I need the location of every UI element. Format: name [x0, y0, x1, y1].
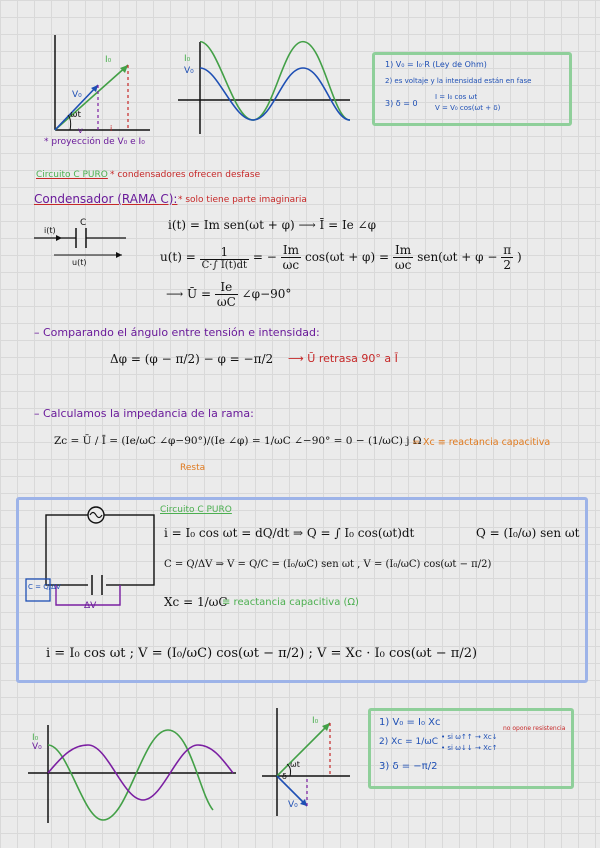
impedancia-resta: Resta: [180, 463, 206, 473]
blue-box-eq1b: Q = (I₀/ω) sen ωt: [476, 526, 580, 540]
phasor-bottom-wt-label: ωt: [290, 760, 300, 769]
box-bottom-note: no opone resistencia: [503, 725, 566, 732]
phasor-top-i-label: i: [110, 124, 113, 133]
box-top-line3-a: I = I₀ cos ωt: [435, 93, 478, 101]
wave-diagram-bottom: [28, 725, 238, 825]
circuit-u-label: u(t): [72, 258, 87, 267]
summary-box-bottom: [368, 708, 574, 789]
box-bottom-line2-b: • si ω↓↓ → Xc↑: [441, 744, 498, 752]
eq2-frac2-num: Im: [281, 243, 302, 258]
eq2-frac1-den: C·∫ I(t)dt: [201, 259, 248, 271]
phasor-diagram-top: [40, 35, 150, 150]
phasor-top-v-label: v: [78, 126, 83, 135]
blue-box-eq1: i = I₀ cos ωt = dQ/dt ⇒ Q = ∫ I₀ cos(ωt)dt: [164, 526, 415, 540]
eq2-sen: sen(ωt + φ −: [417, 250, 498, 264]
condensador-eq1: i(t) = Im sen(ωt + φ) ⟶ Ī = Ie ∠φ: [168, 218, 377, 232]
eq2-frac3-num: Im: [393, 243, 414, 258]
circuito-note: * condensadores ofrecen desfase: [110, 170, 261, 180]
circuit-i-label: i(t): [44, 226, 56, 235]
box-top-line3: 3) δ = 0: [385, 99, 418, 108]
box-bottom-line2-a: • si ω↑↑ → Xc↓: [441, 733, 498, 741]
box-top-line1: 1) V₀ = I₀·R (Ley de Ohm): [385, 60, 487, 69]
eq3-frac-den: ωC: [216, 295, 236, 309]
phasor-top-wt-label: ωt: [70, 110, 82, 120]
dv-label: ΔV: [84, 601, 97, 611]
eq3-end: ∠φ−90°: [241, 287, 292, 301]
blue-box-eq2: C = Q/ΔV ⇒ V = Q/C = (I₀/ωC) sen ωt , V = (I₀/ωC) cos(ωt − π/2): [164, 559, 492, 570]
eq2-frac2: [281, 243, 302, 272]
eq3-arrow: ⟶ Ū =: [166, 287, 211, 301]
impedancia-eq: Zc = Ū / Ī = (Ie/ωC ∠φ−90°)/(Ie ∠φ) = 1/ωC ∠−90° = 0 − (1/ωC) j Ω: [54, 435, 422, 447]
wave-top-vo-label: V₀: [184, 66, 194, 76]
eq2-end: ): [516, 250, 522, 264]
comparando-result: ⟶ Ū retrasa 90° a Ī: [288, 352, 398, 365]
eq2-mid: = −: [252, 250, 277, 264]
box-bottom-line3: 3) δ = −π/2: [379, 761, 438, 772]
eq2-frac4-num: π: [503, 243, 512, 257]
eq2-frac3: [393, 243, 414, 272]
box-bottom-line2: 2) Xc = 1/ωC: [379, 737, 439, 747]
summary-box-top: [372, 52, 572, 126]
blue-box-eq4: i = I₀ cos ωt ; V = (I₀/ωC) cos(ωt − π/2) ; V = Xc · I₀ cos(ωt − π/2): [46, 646, 478, 661]
eq3-frac: [215, 280, 238, 309]
phasor-top-vo-label: V₀: [72, 90, 82, 100]
phasor-diagram-bottom: [262, 708, 352, 818]
eq3-frac-num: Ie: [215, 280, 238, 295]
box-top-line2: 2) es voltaje y la intensidad están en fase: [385, 77, 532, 85]
eq2-frac4: [501, 243, 513, 272]
ac-capacitor-circuit: [26, 505, 166, 615]
eq2-frac1: [200, 245, 249, 271]
box-bottom-line1: 1) V₀ = I₀ Xc: [379, 717, 441, 728]
circuit-c-label: C: [80, 218, 87, 228]
wave-bottom-vo-label: V₀: [32, 742, 42, 752]
phasor-bottom-d-label: δ: [282, 772, 287, 781]
condensador-eq3: [166, 280, 291, 309]
condensador-note: * solo tiene parte imaginaria: [178, 195, 307, 205]
blue-box-title: Circuito C PURO: [160, 505, 232, 515]
box-top-line3-b: V = V₀ cos(ωt + δ): [435, 104, 501, 112]
eq2-lhs: u(t) =: [160, 250, 196, 264]
phasor-top-io-label: I₀: [105, 55, 112, 65]
comparando-text: – Comparando el ángulo entre tensión e intensidad:: [34, 326, 320, 339]
impedancia-text: – Calculamos la impedancia de la rama:: [34, 407, 254, 420]
comparando-eq: Δφ = (φ − π/2) − φ = −π/2: [110, 352, 274, 366]
phasor-bottom-vo-label: V₀: [288, 800, 298, 810]
condensador-eq2: [160, 243, 522, 272]
eq2-frac1-num: 1: [200, 245, 249, 260]
cap-label: C = Q/ΔV: [28, 583, 61, 591]
eq2-cos: cos(ωt + φ) =: [304, 250, 390, 264]
phasor-top-caption: * proyección de V₀ e I₀: [44, 137, 145, 147]
blue-box-eq3-xc: Xc = 1/ωC: [164, 595, 228, 609]
blue-box-eq3-text: ≡ reactancia capacitiva (Ω): [222, 597, 359, 608]
eq2-frac4-den: 2: [503, 258, 512, 272]
circuito-heading: Circuito C PURO: [36, 170, 108, 180]
wave-bottom-io-label: I₀: [32, 733, 39, 743]
wave-diagram-top: [178, 42, 353, 137]
condensador-title: Condensador (RAMA C):: [34, 192, 178, 206]
eq2-frac2-den: ωc: [282, 258, 300, 272]
eq2-frac3-den: ωc: [394, 258, 412, 272]
impedancia-result: = Xc ≡ reactancia capacitiva: [412, 437, 551, 448]
phasor-bottom-io-label: I₀: [312, 716, 319, 726]
wave-top-io-label: I₀: [184, 54, 191, 64]
